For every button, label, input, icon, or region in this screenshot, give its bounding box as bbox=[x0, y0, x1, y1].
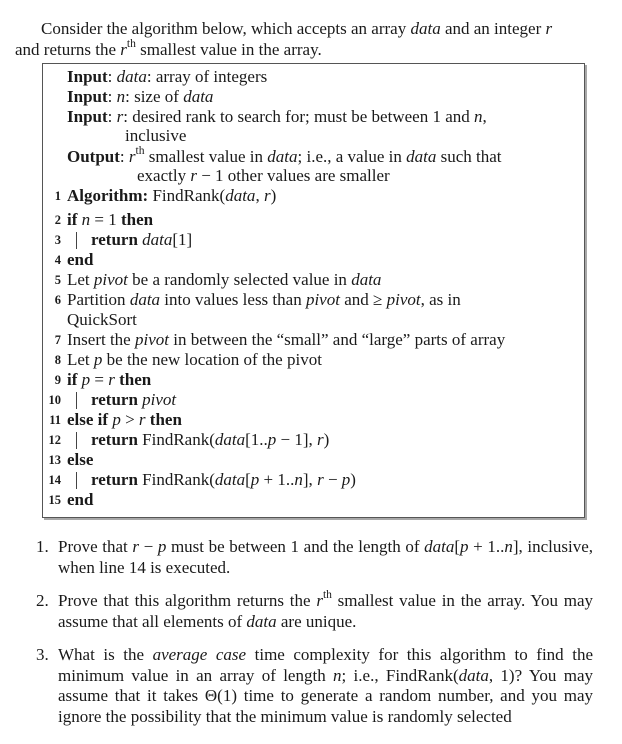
input-label: Input bbox=[67, 87, 108, 106]
line-number: 8 bbox=[54, 353, 61, 367]
line-number: 13 bbox=[48, 453, 61, 467]
expr: [1.. bbox=[245, 430, 268, 449]
input-desc: : size of bbox=[125, 87, 184, 106]
algo-line-1 bbox=[67, 186, 276, 206]
var-data: data bbox=[246, 611, 277, 631]
block-bar bbox=[76, 472, 77, 489]
var-data: data bbox=[351, 270, 382, 289]
block-bar bbox=[76, 232, 77, 249]
keyword: return bbox=[91, 430, 138, 449]
intro-text-1: Consider the algorithm below, which accepts an array bbox=[41, 19, 411, 38]
expr: − bbox=[323, 470, 342, 489]
emphasis: average case bbox=[152, 645, 247, 664]
line-number: 3 bbox=[54, 233, 61, 247]
output-line bbox=[67, 143, 502, 167]
output-desc: such that bbox=[436, 147, 502, 166]
input-desc-end: , bbox=[482, 107, 487, 126]
var-r: r bbox=[317, 430, 324, 449]
algo-line-14 bbox=[91, 470, 356, 490]
question-3 bbox=[36, 645, 593, 727]
intro-text-2: and an integer bbox=[440, 19, 546, 38]
expr: = 1 bbox=[90, 210, 121, 229]
question-text: What is the bbox=[58, 645, 153, 664]
question-2 bbox=[36, 587, 593, 632]
var-data: data bbox=[214, 430, 246, 449]
var-n: n bbox=[474, 107, 483, 126]
func-name: FindRank( bbox=[137, 430, 215, 449]
line-number: 7 bbox=[54, 333, 61, 347]
var-r: r bbox=[108, 370, 115, 389]
block-bar bbox=[76, 392, 77, 409]
func-name: FindRank( bbox=[148, 186, 226, 205]
keyword: then bbox=[119, 370, 152, 389]
paren: ) bbox=[270, 186, 277, 205]
keyword: return bbox=[91, 230, 138, 249]
algo-line-6-continuation bbox=[67, 310, 137, 330]
question-number: 2. bbox=[36, 591, 49, 610]
question-1 bbox=[36, 537, 593, 578]
expr: ], bbox=[302, 470, 318, 489]
var-n: n bbox=[81, 210, 91, 229]
keyword: end bbox=[67, 250, 94, 269]
var-data: data bbox=[129, 290, 161, 309]
question-text: are unique. bbox=[276, 611, 357, 631]
output-desc-cont: exactly bbox=[137, 166, 191, 185]
func-name: FindRank( bbox=[137, 470, 215, 489]
line-number: 2 bbox=[54, 213, 61, 227]
var-pivot: pivot bbox=[142, 390, 177, 409]
keyword: return bbox=[91, 390, 138, 409]
intro-paragraph bbox=[15, 18, 595, 60]
text: be a randomly selected value in bbox=[127, 270, 352, 289]
output-desc-cont: − 1 other values are smaller bbox=[196, 166, 390, 185]
expr: − 1], bbox=[276, 430, 318, 449]
intro-text bbox=[15, 18, 595, 39]
superscript-th: th bbox=[322, 587, 332, 601]
keyword: then bbox=[149, 410, 182, 429]
input-r: Input: r: desired rank to search for; must be between 1 and n, bbox=[67, 107, 487, 126]
line-number: 5 bbox=[54, 273, 61, 287]
text: into values less than bbox=[160, 290, 306, 309]
var-data: data bbox=[406, 147, 437, 166]
var-p: p bbox=[250, 470, 260, 489]
text: in between the “small” and “large” parts of array bbox=[168, 330, 506, 349]
expr: > bbox=[120, 410, 139, 429]
keyword: else if bbox=[67, 410, 109, 429]
var-data: data bbox=[225, 186, 256, 205]
output-continuation bbox=[137, 166, 390, 186]
algo-line-12 bbox=[91, 430, 329, 450]
input-r-continuation bbox=[125, 126, 186, 146]
questions-list bbox=[36, 537, 593, 740]
text: , as in bbox=[420, 290, 461, 309]
question-text: Prove that bbox=[58, 537, 133, 556]
var-r: r bbox=[116, 107, 124, 126]
algo-line-6 bbox=[67, 290, 461, 310]
question-text: Prove that this algorithm returns the bbox=[58, 591, 317, 610]
algo-line-4 bbox=[67, 250, 93, 270]
input-desc-cont: inclusive bbox=[125, 126, 187, 145]
text: Insert the bbox=[67, 330, 135, 349]
algo-line-11 bbox=[67, 410, 182, 430]
expr: [1] bbox=[172, 230, 193, 249]
input-data: Input: data: array of integers bbox=[67, 67, 268, 86]
text: and ≥ bbox=[339, 290, 387, 309]
question-text: ; i.e., FindRank( bbox=[341, 665, 459, 685]
text: Let bbox=[67, 350, 94, 369]
var-pivot: pivot bbox=[386, 290, 421, 309]
var-p: p bbox=[81, 370, 91, 389]
input-label: Input bbox=[67, 67, 108, 86]
intro-text-3: and returns the bbox=[15, 40, 121, 59]
intro-text-4: smallest value in the array. bbox=[135, 40, 322, 59]
var-data: data bbox=[458, 665, 489, 685]
var-data: data bbox=[267, 147, 298, 166]
line-number: 14 bbox=[48, 473, 61, 487]
var-p: p bbox=[341, 470, 351, 489]
algorithm-box bbox=[42, 63, 585, 518]
question-text: must be between 1 and the length of bbox=[166, 537, 425, 556]
line-number: 15 bbox=[48, 493, 61, 507]
superscript-th: th bbox=[126, 36, 136, 50]
separator: , bbox=[255, 186, 264, 205]
keyword: return bbox=[91, 470, 138, 489]
algo-line-10 bbox=[91, 390, 176, 410]
var-data: data bbox=[142, 230, 173, 249]
var-n: n bbox=[504, 537, 513, 556]
algo-line-15 bbox=[67, 490, 93, 510]
question-text: − bbox=[139, 537, 158, 556]
intro-text-line2 bbox=[15, 36, 595, 60]
var-p: p bbox=[112, 410, 121, 429]
question-text: [ bbox=[454, 537, 461, 556]
paren: ) bbox=[323, 430, 330, 449]
input-label: Input bbox=[67, 107, 108, 126]
var-data: data bbox=[214, 470, 246, 489]
question-text: + 1.. bbox=[468, 537, 505, 556]
var-r: r bbox=[128, 147, 136, 166]
var-p: p bbox=[93, 350, 103, 369]
line-number: 4 bbox=[54, 253, 61, 267]
keyword: Algorithm: bbox=[67, 186, 149, 205]
var-pivot: pivot bbox=[134, 330, 169, 349]
line-number: 11 bbox=[49, 413, 61, 427]
output-desc: ; i.e., a value in bbox=[297, 147, 407, 166]
var-data: data bbox=[116, 67, 147, 86]
text: Let bbox=[67, 270, 94, 289]
var-n: n bbox=[294, 470, 303, 489]
question-text: , 1)? You may assume that it takes Θ(1) time to generate a random number, and you may ignore the possibility that the minimum value is randomly selected bbox=[58, 665, 593, 726]
var-p: p bbox=[157, 537, 167, 556]
text: QuickSort bbox=[67, 310, 137, 329]
line-number: 6 bbox=[54, 293, 61, 307]
var-r: r bbox=[120, 40, 127, 59]
text: be the new location of the pivot bbox=[102, 350, 322, 369]
line-number: 12 bbox=[48, 433, 61, 447]
var-pivot: pivot bbox=[305, 290, 340, 309]
line-number: 9 bbox=[54, 373, 61, 387]
block-bar bbox=[76, 432, 77, 449]
keyword: then bbox=[120, 210, 154, 229]
superscript-th: th bbox=[135, 143, 145, 157]
algo-line-9 bbox=[67, 370, 151, 390]
algo-line-5 bbox=[67, 270, 381, 290]
question-text: smallest value in the array. You may assume that all elements of bbox=[58, 591, 593, 631]
keyword: end bbox=[67, 490, 94, 509]
expr: [ bbox=[245, 470, 251, 489]
var-r: r bbox=[316, 591, 323, 610]
expr: = bbox=[90, 370, 109, 389]
var-r: r bbox=[132, 537, 140, 556]
var-pivot: pivot bbox=[93, 270, 128, 289]
algo-line-2 bbox=[67, 210, 153, 230]
output-label: Output bbox=[67, 147, 120, 166]
input-desc: : array of integers bbox=[146, 67, 268, 86]
line-number: 1 bbox=[54, 189, 61, 203]
line-number: 10 bbox=[48, 393, 61, 407]
var-r: r bbox=[190, 166, 197, 185]
keyword: else bbox=[67, 450, 94, 469]
algo-line-8 bbox=[67, 350, 322, 370]
text: Partition bbox=[67, 290, 130, 309]
colon: : bbox=[119, 147, 129, 166]
question-number: 1. bbox=[36, 537, 49, 556]
expr: + 1.. bbox=[259, 470, 295, 489]
var-r: r bbox=[545, 19, 553, 38]
var-r: r bbox=[317, 470, 324, 489]
var-data: data bbox=[424, 537, 455, 556]
var-p: p bbox=[460, 537, 469, 556]
algo-line-13 bbox=[67, 450, 93, 470]
input-n: Input: n: size of data bbox=[67, 87, 214, 106]
question-text: ], inclusive, when line 14 is executed. bbox=[58, 537, 593, 577]
var-r: r bbox=[263, 186, 271, 205]
keyword: if bbox=[67, 210, 78, 229]
output-desc: smallest value in bbox=[144, 147, 268, 166]
algo-line-7 bbox=[67, 330, 505, 350]
paren: ) bbox=[350, 470, 356, 489]
var-r: r bbox=[138, 410, 146, 429]
input-desc: : desired rank to search for; must be between 1 and bbox=[123, 107, 474, 126]
question-text: time complexity for this algorithm to find the minimum value in an array of length bbox=[58, 645, 594, 685]
algo-line-3 bbox=[91, 230, 192, 250]
var-p: p bbox=[267, 430, 277, 449]
keyword: if bbox=[67, 370, 78, 389]
var-data: data bbox=[183, 87, 214, 106]
var-data: data bbox=[410, 19, 441, 38]
question-number: 3. bbox=[36, 645, 49, 664]
var-n: n bbox=[333, 665, 342, 685]
var-n: n bbox=[116, 87, 126, 106]
